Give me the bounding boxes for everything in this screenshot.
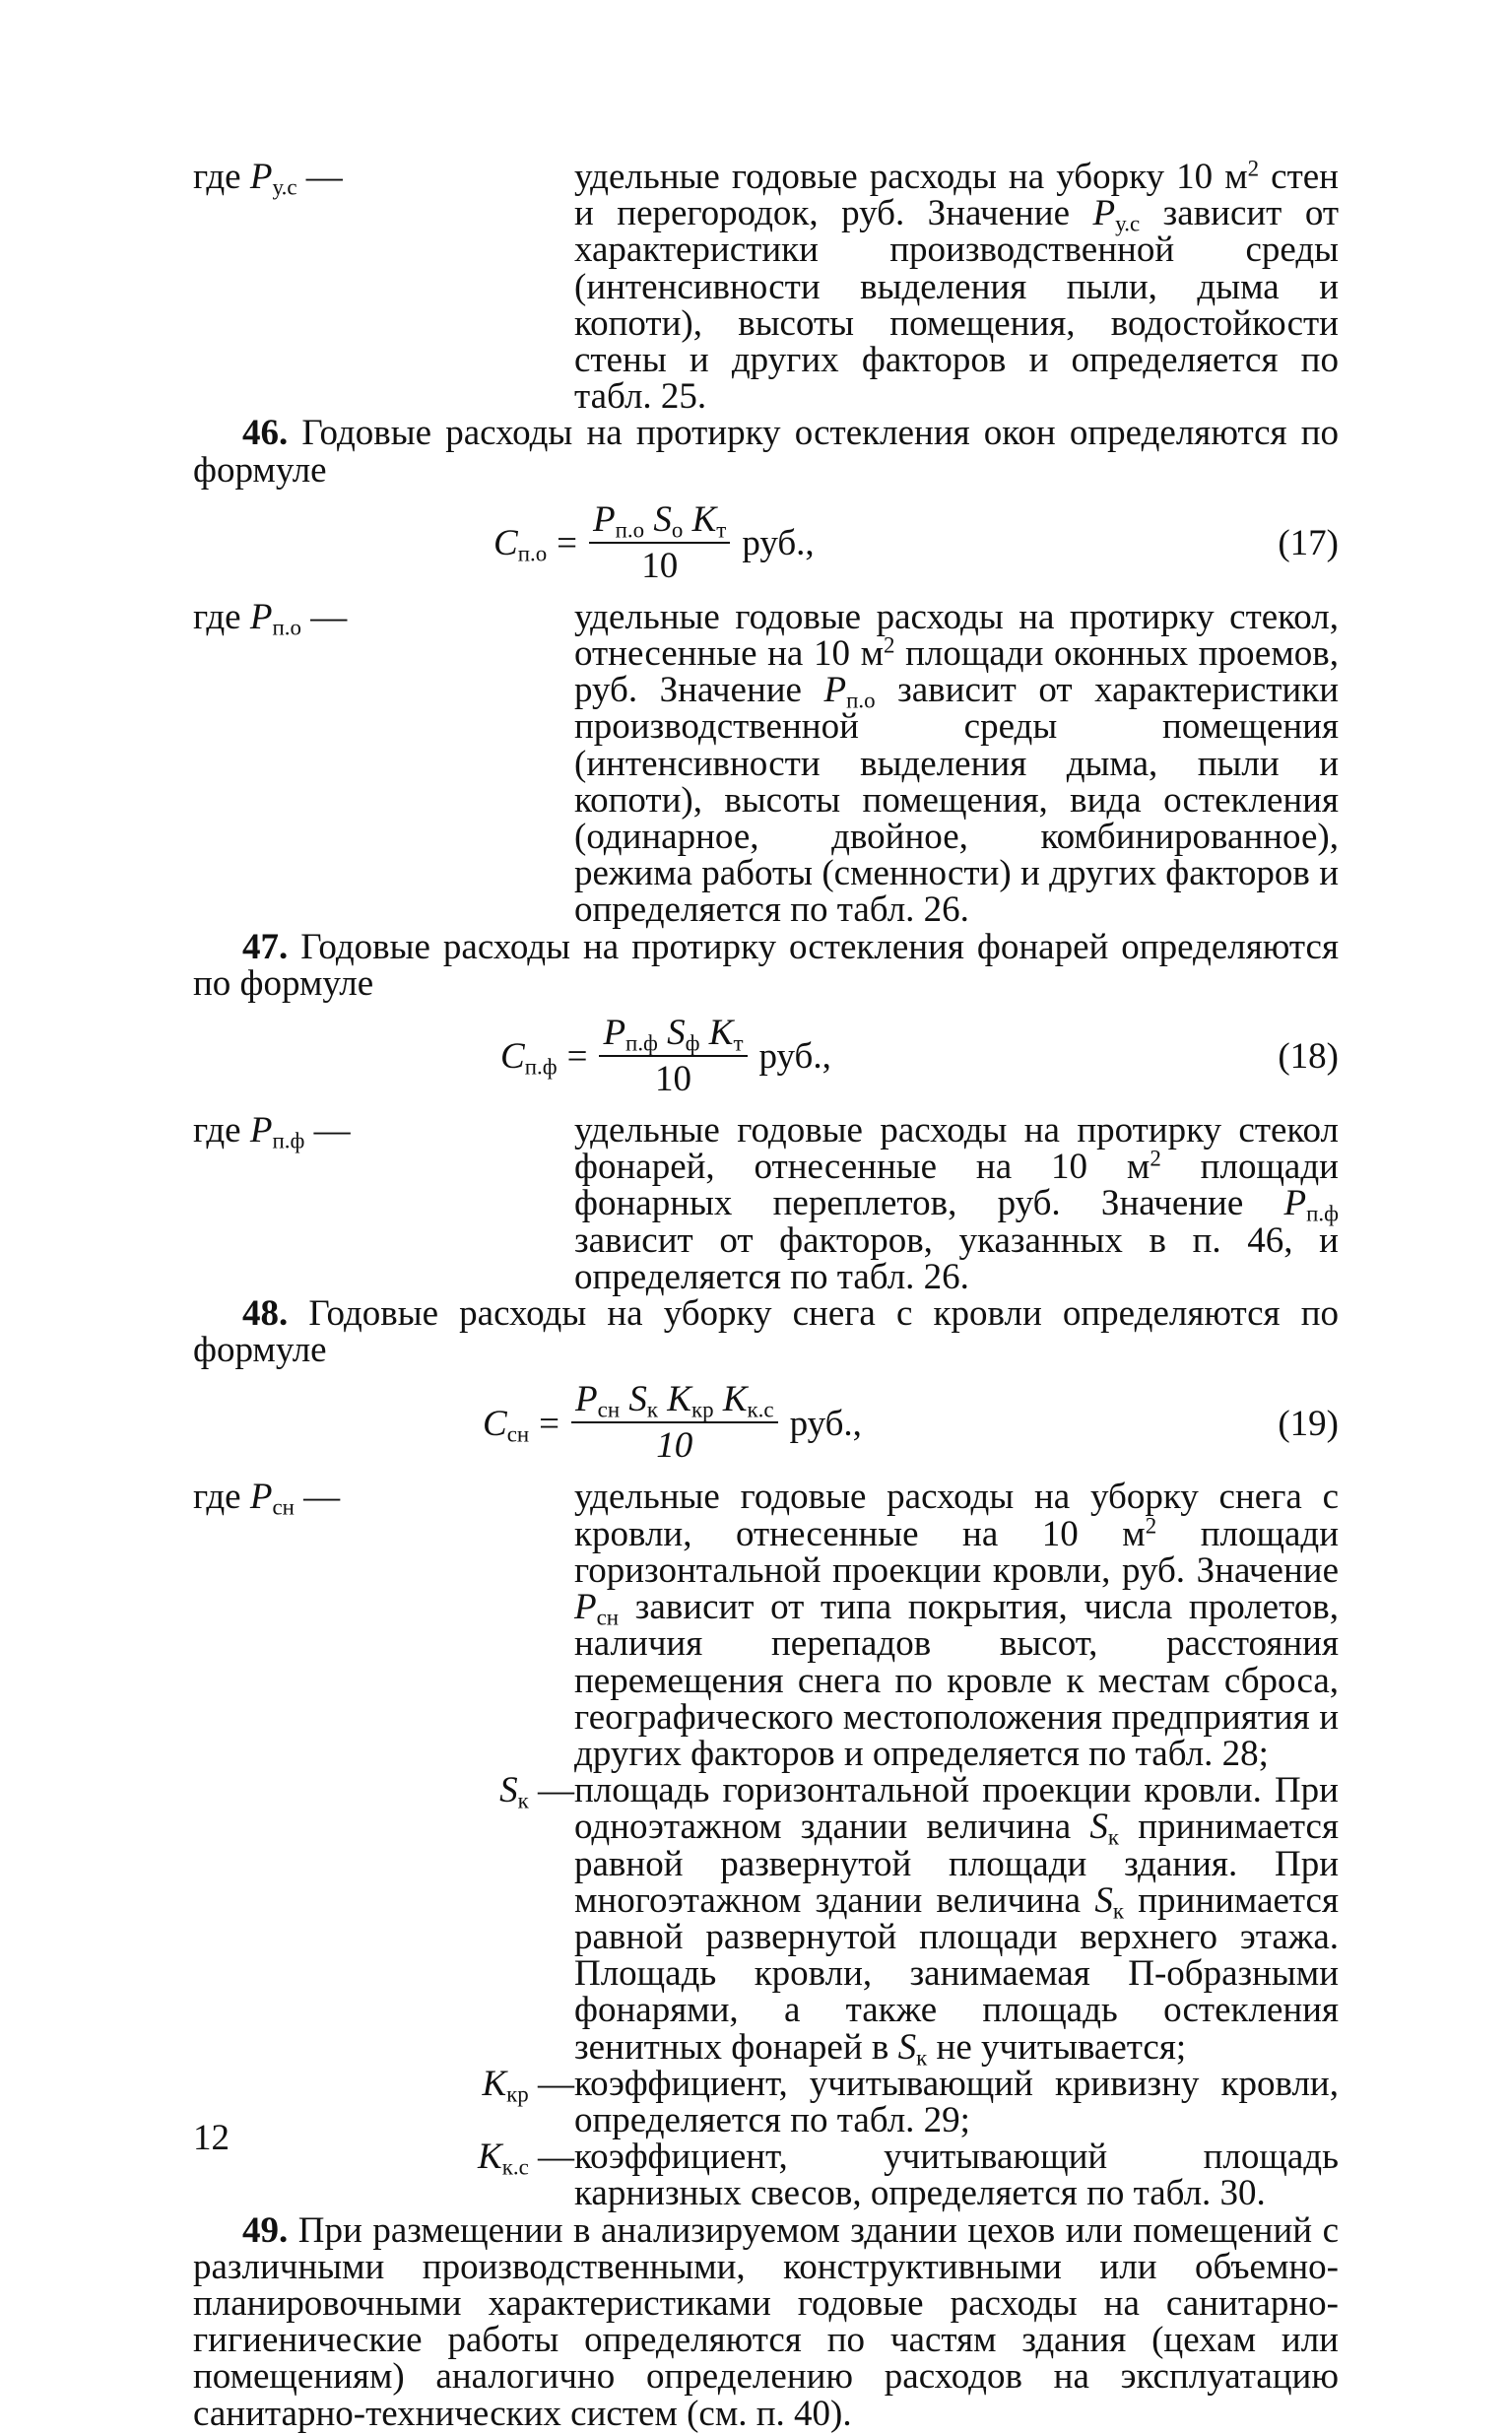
denominator: 10 xyxy=(641,545,679,586)
definition-label: $K_{кр}$ — xyxy=(482,2063,574,2107)
fraction xyxy=(599,1012,747,1102)
page-number: 12 xyxy=(193,2118,230,2158)
definition-label: где $P_{п.о}$ — xyxy=(193,596,348,640)
definition-sk xyxy=(193,1770,1339,2070)
numerator: $P_{п.о}$ $S_о$ $K_т$ xyxy=(593,498,727,543)
page-body xyxy=(193,156,1340,2434)
definition-label: $K_{к.с}$ — xyxy=(478,2137,574,2180)
formula-18 xyxy=(193,1002,1339,1112)
unit: руб., xyxy=(758,1036,831,1078)
formula-lhs: $C_{п.о}$ xyxy=(493,523,548,566)
definition-label: где $P_{у.с}$ — xyxy=(193,157,343,200)
definition-label: где $P_{п.ф}$ — xyxy=(193,1110,351,1153)
definition-text: удельные годовые расходы на протирку стекол, отнесенные на 10 $м^2$ площади оконных проемов, руб. Значение $P_{п.о}$ зависит от характеристики производственной среды помещения (интенсивности выделения дыма, пыли и копоти), высоты помещения, вида остекления (одинарное, двойное, комбинированное), режима работы (сменности) и других факторов и определяется по табл. 26. xyxy=(574,596,1340,931)
definition-psn xyxy=(193,1479,1339,1772)
fraction xyxy=(589,498,730,589)
definition-label: $S_к$ — xyxy=(499,1770,574,1813)
definition-text: площадь горизонтальной проекции кровли. При одноэтажном здании величина $S_к$ принимается равной развернутой площади здания. При многоэтажном здании величина $S_к$ принимается равной развернутой площади верхнего этажа. Площадь кровли, занимаемая П-образными фонарями, а также площадь остекления зенитных фонарей в $S_к$ не учитывается; xyxy=(574,1770,1339,2070)
unit: руб., xyxy=(789,1403,862,1444)
equation-number: (18) xyxy=(1278,1036,1339,1078)
definition-ppf xyxy=(193,1112,1339,1295)
formula-lhs: $C_{сн}$ xyxy=(483,1403,530,1447)
equation-number: (19) xyxy=(1278,1403,1339,1444)
definition-kks xyxy=(193,2137,1339,2214)
definition-text: удельные годовые расходы на уборку 10 $м^2$ стен и перегородок, руб. Значение $P_{у.с}$ зависит от характеристики производственной среды (интенсивности выделения пыли, дыма и копоти), высоты помещения, водостойкости стены и других факторов и определяется по табл. 25. xyxy=(574,156,1339,418)
fraction xyxy=(571,1378,778,1469)
definition-text: коэффициент, учитывающий площадь карнизных свесов, определяется по табл. 30. xyxy=(574,2137,1339,2214)
definition-label: где $P_{сн}$ — xyxy=(193,1477,341,1520)
definition-text: удельные годовые расходы на уборку снега с кровли, отнесенные на 10 $м^2$ площади горизонтальной проекции кровли, руб. Значение $P_{сн}$ зависит от типа покрытия, числа пролетов, наличия перепадов высот, расстояния перемещения снега по кровле к местам сброса, географического местоположения предприятия и других факторов и определяется по табл. 28; xyxy=(574,1477,1339,1774)
equals-sign: = xyxy=(557,523,578,564)
numerator: $P_{п.ф}$ $S_ф$ $K_т$ xyxy=(603,1013,744,1056)
equation-number: (17) xyxy=(1278,523,1339,564)
paragraph-46: 46. Годовые расходы на протирку остекления окон определяются по формуле xyxy=(193,413,1339,491)
paragraph-49: 49. При размещении в анализируемом здании цехов или помещений с различными производственными, конструктивными или объемно-планировочными характеристиками годовые расходы на санитарно-гигиенические работы определяются по частям здания (цехам или помещениям) аналогично определению расходов на эксплуатацию санитарно-технических систем (см. п. 40). xyxy=(193,2209,1339,2434)
definition-ppo xyxy=(193,596,1340,931)
unit: руб., xyxy=(742,523,815,564)
definition-py xyxy=(193,156,1339,418)
equals-sign: = xyxy=(566,1036,588,1078)
definition-text: коэффициент, учитывающий кривизну кровли, определяется по табл. 29; xyxy=(574,2063,1339,2140)
paragraph-48: 48. Годовые расходы на уборку снега с кровли определяются по формуле xyxy=(193,1293,1339,1371)
paragraph-47: 47. Годовые расходы на протирку остекления фонарей определяются по формуле xyxy=(193,926,1339,1004)
formula-lhs: $C_{п.ф}$ xyxy=(500,1036,558,1080)
denominator: 10 xyxy=(654,1059,691,1100)
definition-text: удельные годовые расходы на протирку стекол фонарей, отнесенные на 10 $м^2$ площади фонарных переплетов, руб. Значение $P_{п.ф}$ зависит от факторов, указанных в п. 46, и определяется по табл. 26. xyxy=(574,1110,1339,1297)
formula-17 xyxy=(193,489,1339,599)
definition-kkr xyxy=(193,2063,1339,2140)
numerator: $P_{сн}$ $S_к$ $K_{кр}$ $K_{к.с}$ xyxy=(575,1379,774,1422)
formula-19 xyxy=(193,1368,1339,1479)
equals-sign: = xyxy=(539,1403,560,1444)
denominator: 10 xyxy=(656,1425,693,1467)
